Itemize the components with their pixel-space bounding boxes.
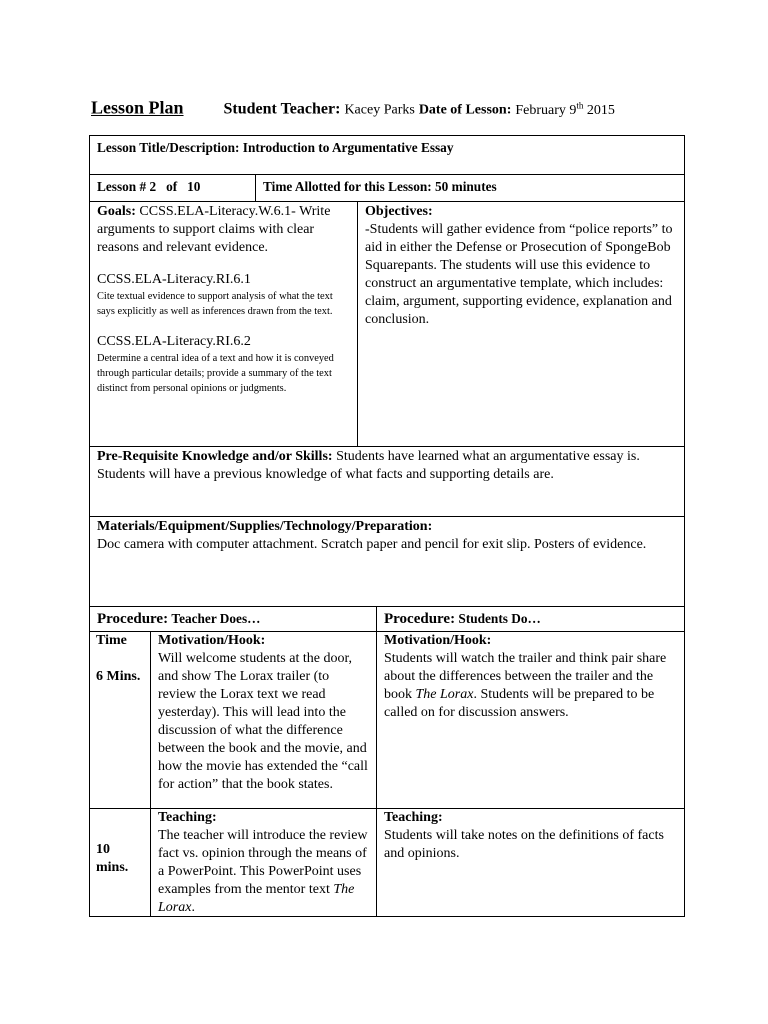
goals-label: Goals: (97, 204, 136, 219)
procedure-row-2 (89, 808, 685, 917)
time-allotted-value: 50 minutes (435, 179, 497, 194)
goals-standard-1-text: Write arguments to support claims with clear reasons and relevant evidence. (97, 204, 331, 255)
procedure-teacher-sub: Teacher Does… (171, 611, 261, 626)
objectives-text: -Students will gather evidence from “police reports” to aid in either the Defense or Prosecution of SpongeBob Squarepants. The students will use this evidence to construct an argumentative template, which includes: claim, argument, supporting evidence, explanation and conclusion. (365, 222, 673, 327)
row-1-teacher-cell (151, 632, 377, 808)
row-2-teacher-heading: Teaching: (158, 810, 217, 825)
row-1-student-cell (377, 632, 684, 808)
row-2-time-cell (90, 809, 151, 916)
procedure-students-header (377, 607, 684, 631)
prerequisite-label: Pre-Requisite Knowledge and/or Skills: (97, 449, 333, 464)
row-1-student-heading: Motivation/Hook: (384, 633, 492, 648)
goals-standard-2-text: Cite textual evidence to support analysis of what the text says explicitly as well as inferences drawn from the text. (97, 291, 333, 317)
prerequisite-row (89, 446, 685, 517)
document-header (91, 93, 691, 123)
row-1-student-text: Students will watch the trailer and think pair share about the differences between the trailer and the book The Lorax. Students will be prepared to be called on for discussion answers. (384, 651, 667, 720)
row-2-teacher-text: The teacher will introduce the review fact vs. opinion through the means of a PowerPoint. This PowerPoint uses examples from the mentor text The Lorax. (158, 828, 368, 915)
student-teacher-label: Student Teacher: (223, 100, 341, 118)
procedure-teacher-label: Procedure: (97, 611, 169, 627)
lesson-number-row (89, 174, 685, 202)
row-2-teacher-cell (151, 809, 377, 916)
row-1-time: 6 Mins. (96, 669, 141, 684)
materials-row (89, 516, 685, 607)
objectives-cell (358, 202, 684, 446)
row-2-time: 10 mins. (96, 842, 129, 875)
date-value: February 9th 2015 (515, 100, 615, 118)
materials-text: Doc camera with computer attachment. Scratch paper and pencil for exit slip. Posters of evidence. (97, 537, 647, 552)
student-teacher-name: Kacey Parks (344, 102, 415, 118)
lesson-title-label: Lesson Title/Description: (97, 140, 240, 155)
row-2-student-text: Students will take notes on the definitions of facts and opinions. (384, 828, 664, 861)
lesson-number: Lesson # 2 of 10 (90, 175, 256, 201)
date-label: Date of Lesson: (418, 102, 512, 118)
procedure-row-1 (89, 631, 685, 809)
lesson-title-value: Introduction to Argumentative Essay (242, 140, 454, 155)
objectives-label: Objectives: (365, 204, 433, 219)
time-header: Time (96, 633, 127, 648)
row-2-student-heading: Teaching: (384, 810, 443, 825)
materials-label: Materials/Equipment/Supplies/Technology/Preparation: (97, 519, 433, 534)
time-allotted-label: Time Allotted for this Lesson: (263, 179, 432, 194)
goals-objectives-row (89, 201, 685, 447)
procedure-time-cell (90, 632, 151, 808)
lesson-title-row (89, 135, 685, 175)
row-1-teacher-heading: Motivation/Hook: (158, 633, 266, 648)
procedure-students-label: Procedure: (384, 611, 456, 627)
procedure-students-sub: Students Do… (458, 611, 541, 626)
procedure-teacher-header (90, 607, 377, 631)
procedure-header-row (89, 606, 685, 632)
row-1-teacher-text: Will welcome students at the door, and show The Lorax trailer (to review the Lorax text we read yesterday). This will lead into the discussion of what the difference between the book and the movie, and how the movie has extended the “call for action” that the book states. (158, 651, 368, 792)
goals-standard-3-text: Determine a central idea of a text and how it is conveyed through particular details; provide a summary of the text distinct from personal opinions or judgments. (97, 353, 334, 394)
goals-standard-2: CCSS.ELA-Literacy.RI.6.1 (97, 272, 251, 287)
goals-standard-3: CCSS.ELA-Literacy.RI.6.2 (97, 334, 251, 349)
prerequisite-text: Students have learned what an argumentative essay is. Students will have a previous knowledge of what facts and supporting details are. (97, 449, 640, 482)
goals-cell (90, 202, 358, 446)
document-title: Lesson Plan (91, 97, 184, 118)
row-2-student-cell (377, 809, 684, 916)
goals-standard-1: CCSS.ELA-Literacy.W.6.1- (139, 204, 296, 219)
